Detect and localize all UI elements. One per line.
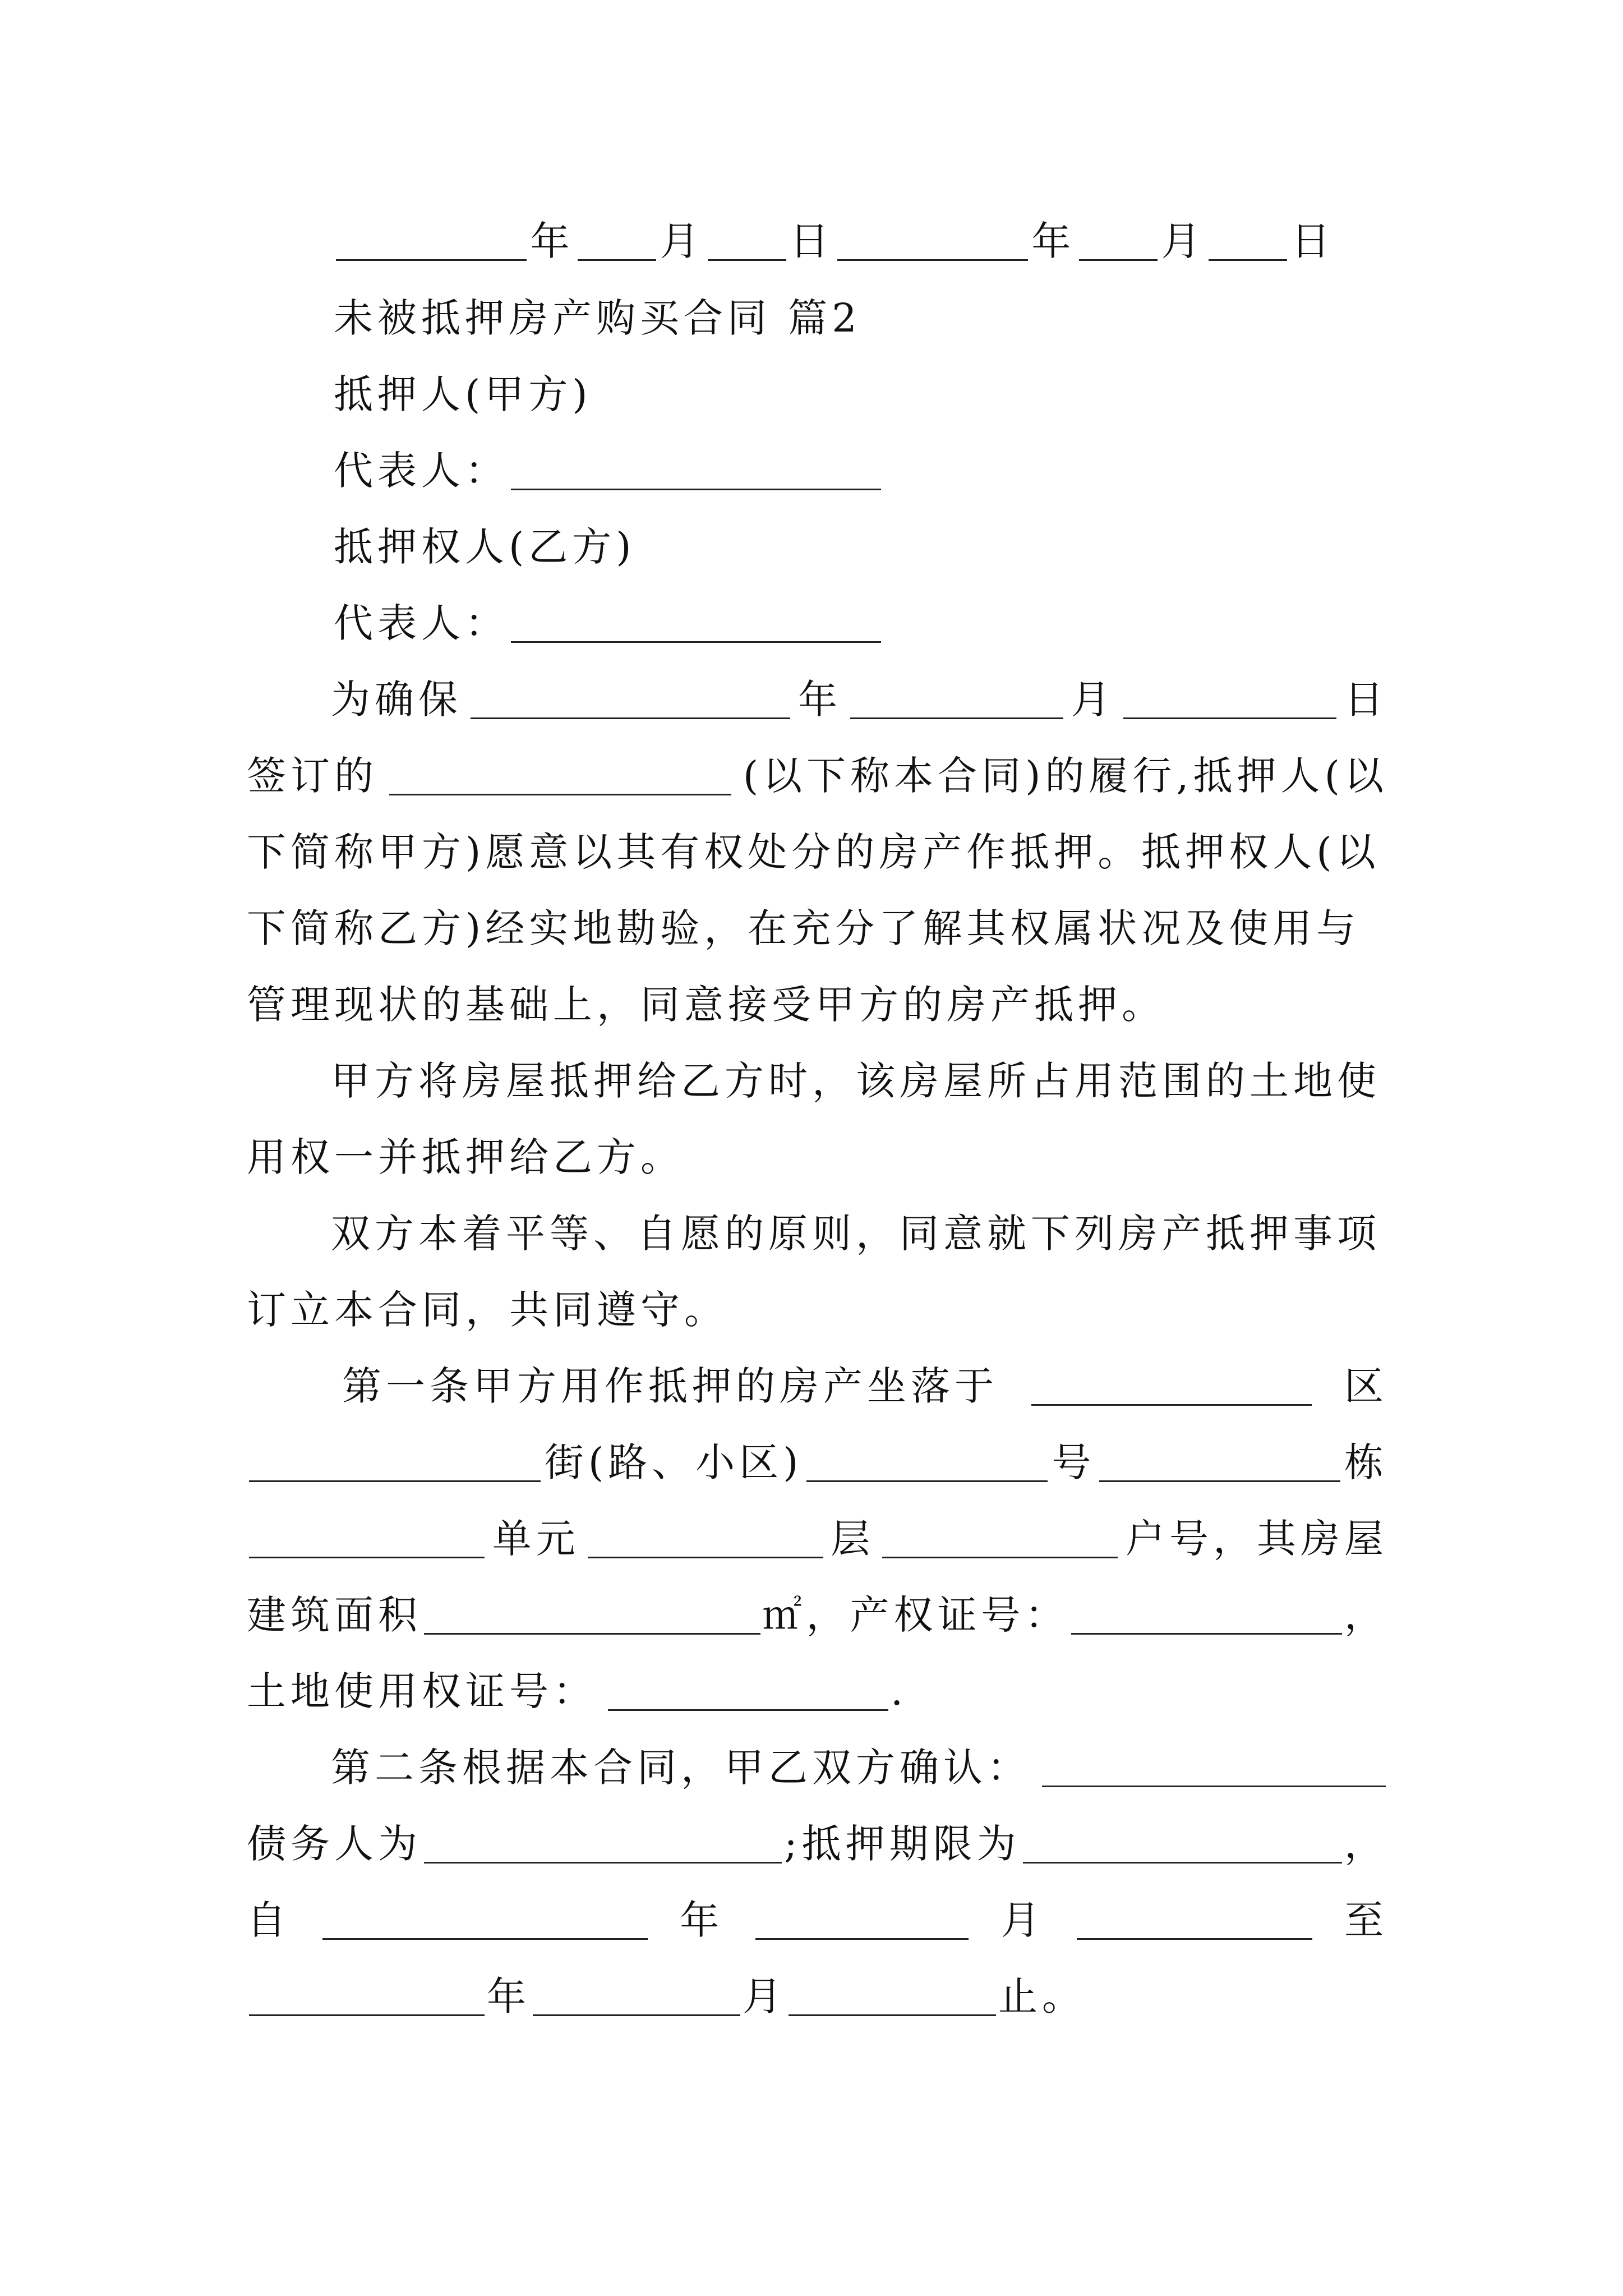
text: 订立本合同，共同遵守。 — [247, 1287, 728, 1333]
text: 下简称乙方)经实地勘验，在充分了解其权属状况及使用与 — [247, 905, 1361, 951]
text: 年 — [798, 677, 842, 723]
mortgagor-label: 抵押人(甲方) — [334, 371, 592, 417]
mortgagor-line — [334, 358, 1475, 431]
blank — [1077, 1901, 1312, 1940]
text: 号 — [1052, 1439, 1096, 1485]
text: 月 — [743, 1973, 786, 2019]
text: 下简称甲方)愿意以其有权处分的房产作抵押。抵押权人(以 — [247, 829, 1380, 875]
text: ， — [1344, 1592, 1388, 1638]
text: 单元 — [492, 1516, 580, 1562]
text: 止。 — [998, 1973, 1086, 2019]
text: 自 — [247, 1897, 291, 1943]
representative-label-1: 代表人： — [334, 448, 509, 494]
blank — [755, 1901, 969, 1940]
text: ㎡，产权证号： — [762, 1592, 1069, 1638]
para1-line3 — [247, 816, 1388, 889]
text: 日 — [1344, 677, 1388, 723]
text: (以下称本合同)的履行,抵押人(以 — [743, 753, 1388, 799]
text: 第一条甲方用作抵押的房产坐落于 — [342, 1363, 998, 1409]
article1-line3 — [247, 1502, 1388, 1575]
blank — [1042, 1749, 1386, 1787]
blank-day-2 — [1209, 222, 1287, 261]
blank — [1023, 1825, 1342, 1864]
para1-line5 — [247, 968, 1388, 1041]
blank-year-2 — [837, 222, 1028, 261]
text: 月 — [1071, 677, 1115, 723]
mortgagee-line — [334, 510, 1475, 583]
article2-line3 — [247, 1884, 1388, 1957]
blank — [533, 1977, 740, 2016]
representative-blank-1 — [511, 452, 881, 490]
text: 签订的 — [247, 753, 378, 799]
heading-text: 未被抵押房产购买合同 篇2 — [334, 295, 861, 341]
text: 街(路、小区) — [544, 1439, 803, 1485]
blank-year-1 — [336, 222, 527, 261]
date-year-label-1: 年 — [530, 218, 574, 264]
contract-heading — [334, 282, 1475, 355]
blank — [389, 757, 731, 795]
blank-day-1 — [708, 222, 786, 261]
text: 双方本着平等、自愿的原则，同意就下列房产抵押事项 — [331, 1211, 1381, 1257]
article1-line2 — [247, 1426, 1388, 1499]
text: 年 — [487, 1973, 531, 2019]
blank — [249, 1520, 485, 1558]
date-month-label-2: 月 — [1161, 218, 1205, 264]
date-year-label-2: 年 — [1031, 218, 1076, 264]
date-line — [334, 205, 1335, 278]
blank — [850, 680, 1063, 719]
date-day-label-1: 日 — [790, 218, 834, 264]
para1-line4 — [247, 892, 1388, 965]
blank — [1099, 1443, 1340, 1482]
text: 建筑面积 — [247, 1592, 422, 1638]
representative-blank-2 — [511, 604, 881, 643]
article1-line1 — [247, 1350, 1388, 1423]
article1-line4 — [247, 1579, 1388, 1651]
article2-line2 — [247, 1807, 1388, 1880]
text: 户号，其房屋 — [1125, 1516, 1388, 1562]
blank — [249, 1977, 485, 2016]
representative-line-2 — [334, 587, 1475, 660]
text: 甲方将房屋抵押给乙方时，该房屋所占用范围的土地使 — [331, 1058, 1381, 1104]
blank — [249, 1443, 541, 1482]
blank — [588, 1520, 823, 1558]
blank — [1031, 1367, 1312, 1406]
text: . — [891, 1668, 908, 1714]
text: 土地使用权证号： — [247, 1668, 597, 1714]
text: 第二条根据本合同，甲乙双方确认： — [331, 1745, 1031, 1791]
para1-line2 — [247, 739, 1388, 812]
date-day-label-2: 日 — [1290, 218, 1335, 264]
representative-label-2: 代表人： — [334, 600, 509, 646]
blank — [806, 1443, 1048, 1482]
para1-line1 — [247, 663, 1388, 736]
blank — [789, 1977, 996, 2016]
text: 年 — [680, 1897, 724, 1943]
text: ;抵押期限为 — [784, 1821, 1021, 1867]
text: 月 — [1000, 1897, 1045, 1943]
para3-line2 — [247, 1273, 1388, 1346]
text: 层 — [831, 1516, 875, 1562]
article1-line5 — [247, 1655, 1388, 1728]
date-month-label-1: 月 — [660, 218, 704, 264]
text: 区 — [1344, 1363, 1388, 1409]
blank — [424, 1596, 760, 1635]
blank — [1123, 680, 1336, 719]
para2-line2 — [247, 1121, 1388, 1194]
text: 管理现状的基础上，同意接受甲方的房产抵押。 — [247, 982, 1165, 1028]
text: 至 — [1344, 1897, 1388, 1943]
blank — [322, 1901, 648, 1940]
blank-month-1 — [578, 222, 656, 261]
article2-line4 — [247, 1960, 1388, 2033]
para3-line1 — [247, 1197, 1388, 1270]
text: 债务人为 — [247, 1821, 422, 1867]
para2-line1 — [247, 1045, 1388, 1117]
representative-line-1 — [334, 434, 1475, 507]
blank — [608, 1672, 888, 1711]
blank — [471, 680, 790, 719]
blank-month-2 — [1079, 222, 1158, 261]
text: 用权一并抵押给乙方。 — [247, 1134, 684, 1180]
blank — [424, 1825, 782, 1864]
text: ， — [1344, 1821, 1388, 1867]
blank — [882, 1520, 1118, 1558]
text: 栋 — [1344, 1439, 1388, 1485]
text: 为确保 — [331, 677, 462, 723]
article2-line1 — [247, 1731, 1388, 1804]
mortgagee-label: 抵押权人(乙方) — [334, 524, 636, 570]
blank — [1071, 1596, 1342, 1635]
